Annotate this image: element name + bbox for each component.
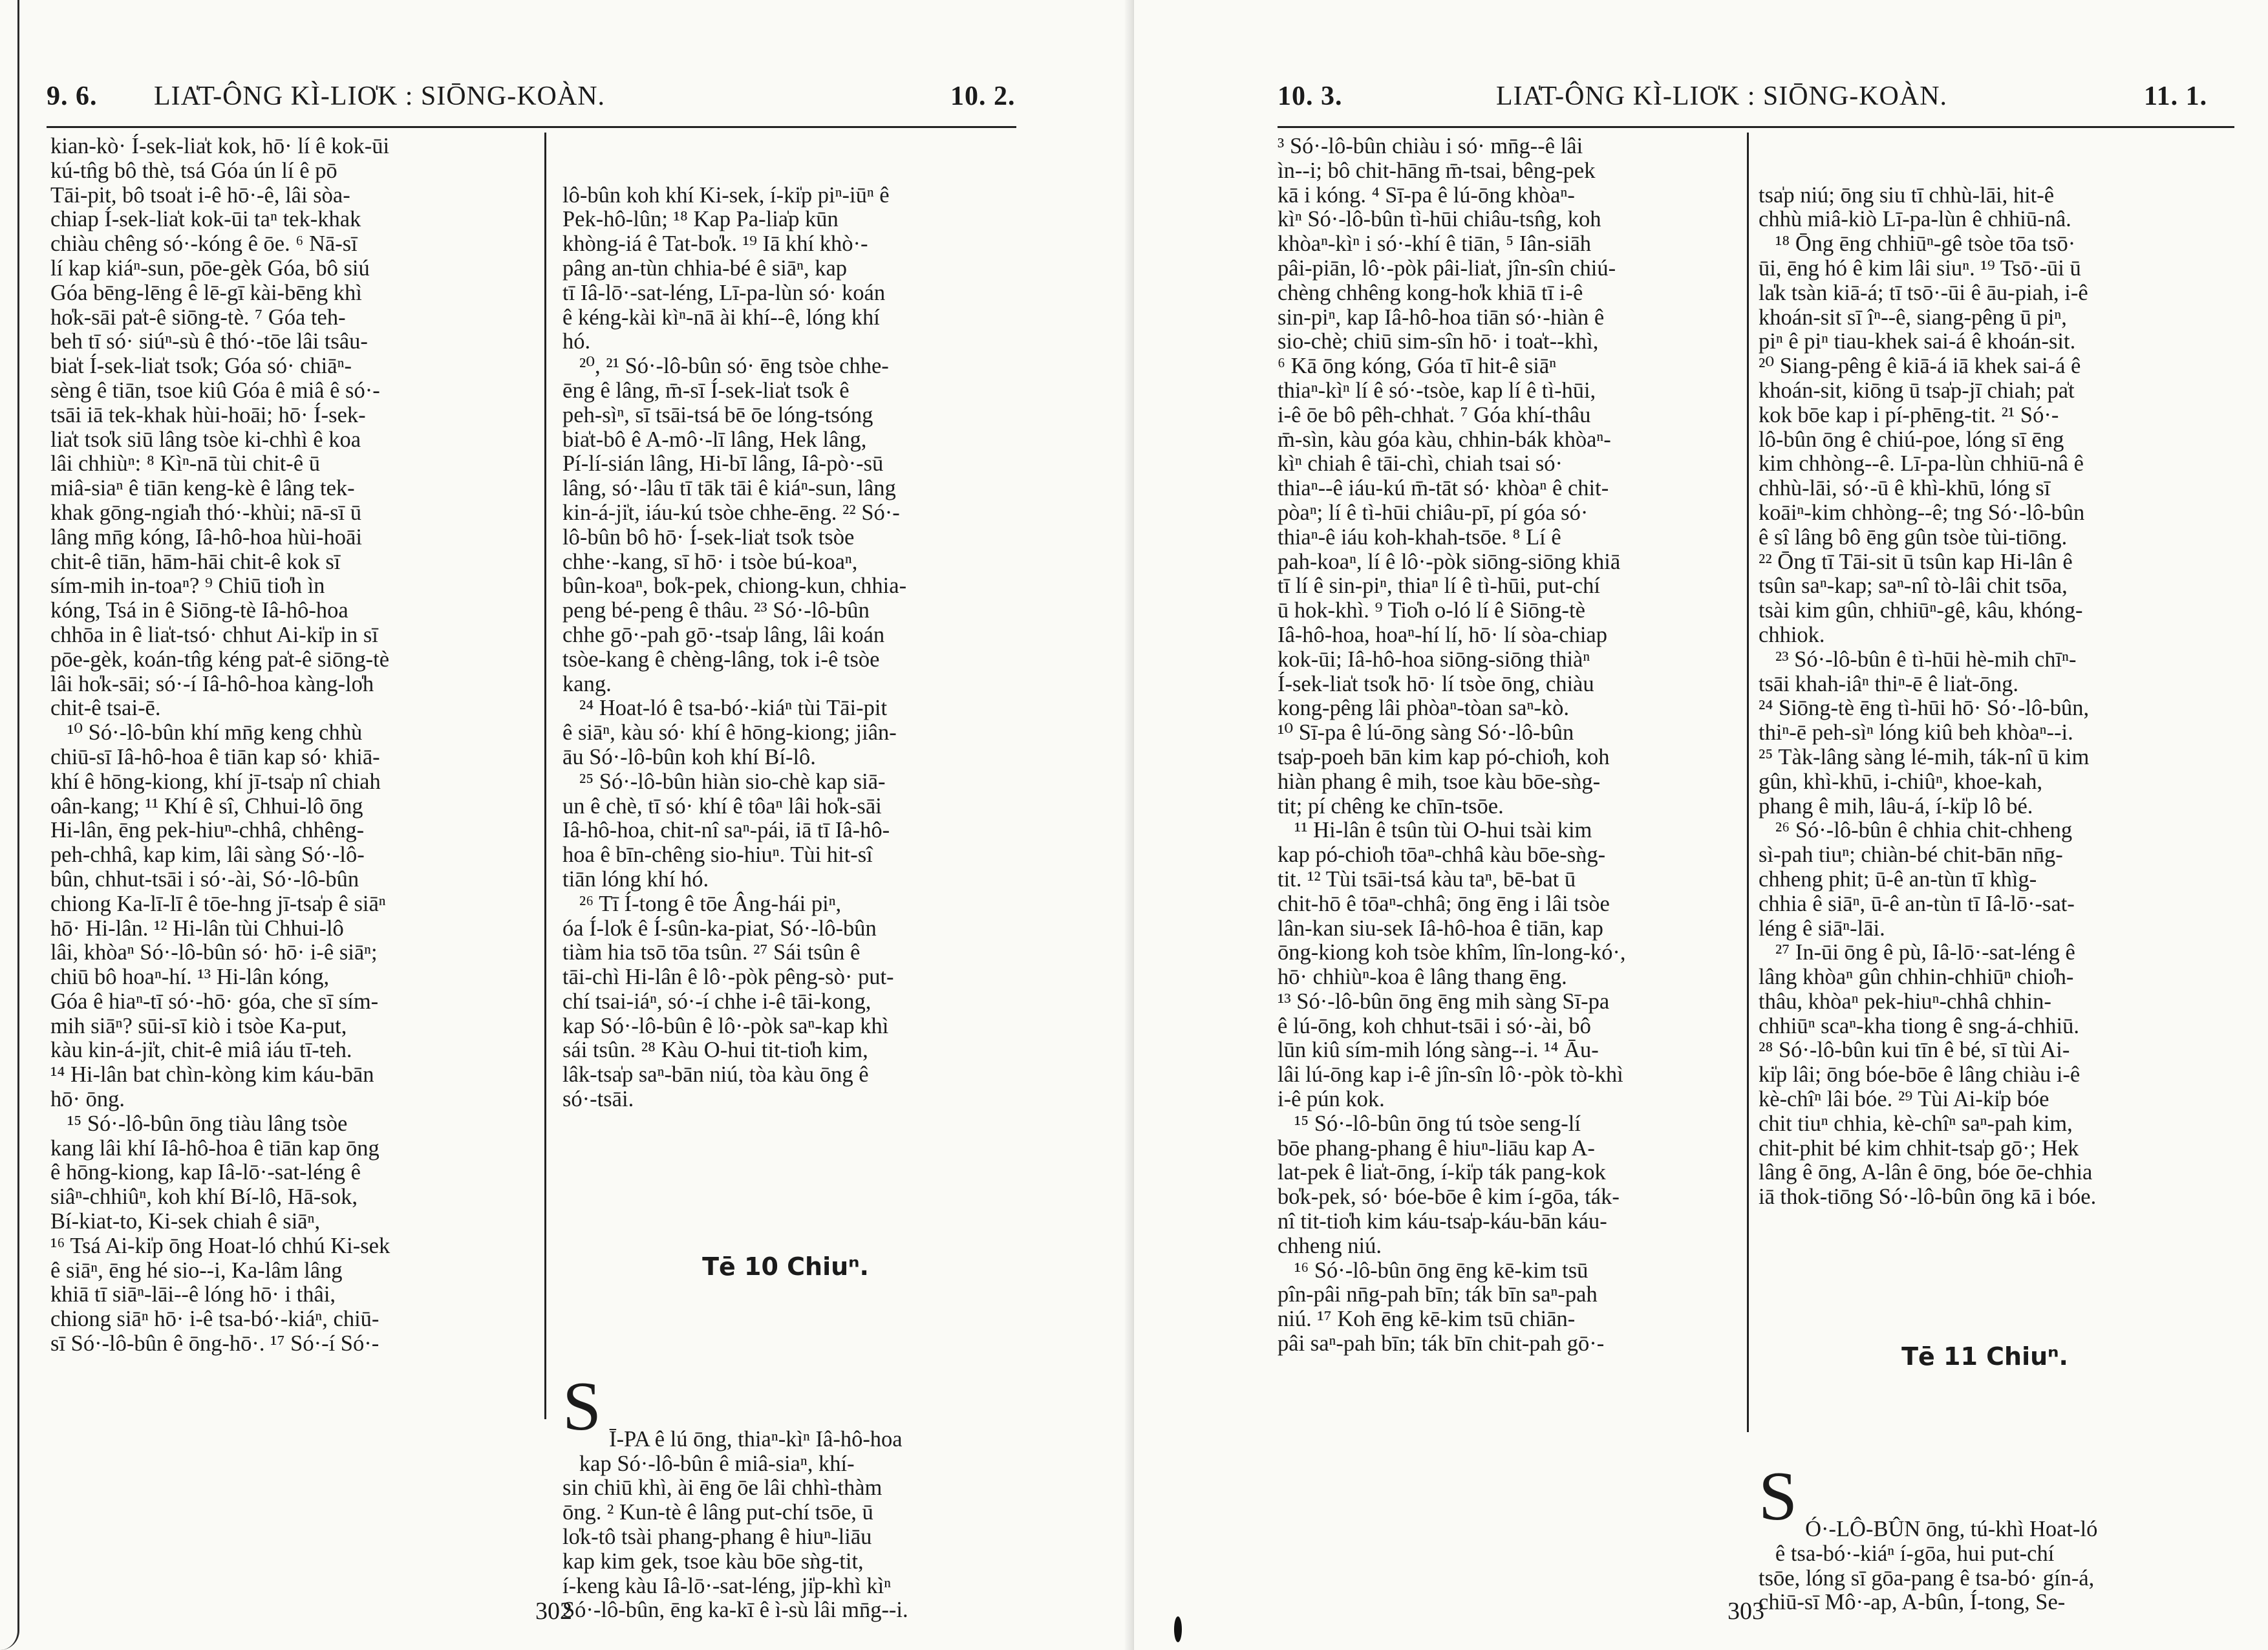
right-header-chapter-verse-end: 11. 1.: [2144, 81, 2208, 111]
left-column-1: kian-kò· Í-sek-lia̍t kok, hō· lí ê kok-ūi kú-tn̂g bô thè, tsá Góa ún lí ê pō Tāi-pit, bô tsoa̍t i-ê hō·-ê, lâi sòa- chiap Í-sek-lia̍t kok-ūi taⁿ tek-khak chiàu chêng só·-kóng ê ōe. ⁶ Nā-sī lí kap kiáⁿ-sun, pōe-gèk Góa, bô siú Góa bēng-lēng ê lē-gī kài-bēng khì ho̍k-sāi pa̍t-ê siōng-tè. ⁷ Góa teh- beh tī só· siúⁿ-sù ê thó·-tōe lâi tsâu- bia̍t Í-sek-lia̍t tso̍k; Góa só· chiāⁿ- sèng ê tiān, tsoe kiû Góa ê miâ ê só·- tsāi iā tek-khak hùi-hoāi; hō· Í-sek- lia̍t tso̍k siū lâng tsòe ki-chhì ê koa lâi chhiùⁿ: ⁸ Kìⁿ-nā tùi chit-ê ū miâ-siaⁿ ê tiān keng-kè ê lâng tek- khak gōng-ngia̍h thó·-khùi; nā-sī ū lâng mn̄g kóng, Iâ-hô-hoa hùi-hoāi chit-ê tiān, hām-hāi chit-ê kok sī sím-mih in-toaⁿ? ⁹ Chiū tio̍h ìn kóng, Tsá in ê Siōng-tè Iâ-hô-hoa chhōa in ê lia̍t-tsó· chhut Ai-ki̍p in sī pōe-gèk, koán-tn̂g kéng pa̍t-ê siōng-tè lâi ho̍k-sāi; só·-í Iâ-hô-hoa kàng-lo̍h chit-ê tsai-ē. ¹⁰ Só·-lô-bûn khí mn̄g keng chhù chiū-sī Iâ-hô-hoa ê tiān kap só· khiā- khí ê hōng-kiong, khí jī-tsa̍p nî chiah oân-kang; ¹¹ Khí ê sî, Chhui-lô ōng Hi-lân, ēng pek-hiuⁿ-chhâ, chhêng- peh-chhâ, kap kim, lâi sàng Só·-lô- bûn, chhut-tsāi i só·-ài, Só·-lô-bûn chiong Ka-lī-lī ê tōe-hng jī-tsa̍p ê siāⁿ hō· Hi-lân. ¹² Hi-lân tùi Chhui-lô lâi, khòaⁿ Só·-lô-bûn só· hō· i-ê siāⁿ; chiū bô hoaⁿ-hí. ¹³ Hi-lân kóng, Góa ê hiaⁿ-tī só·-hō· góa, che sī sím- mih siāⁿ? sūi-sī kiò i tsòe Ka-put, kàu kin-á-ji̍t, chit-ê miâ iáu tī-teh. ¹⁴ Hi-lân bat chìn-kòng kim káu-bān hō· ōng. ¹⁵ Só·-lô-bûn ōng tiàu lâng tsòe kang lâi khí Iâ-hô-hoa ê tiān kap ōng ê hōng-kiong, kap Iâ-lō·-sat-léng ê siâⁿ-chhiûⁿ, koh khí Bí-lô, Hā-sok, Bí-kiat-to, Ki-sek chiah ê siāⁿ, ¹⁶ Tsá Ai-ki̍p ōng Hoat-ló chhú Ki-sek ê siāⁿ, ēng hé sio--i, Ka-lâm lâng khiā tī siāⁿ-lāi--ê lóng hō· i thâi, chiong siāⁿ hō· i-ê tsa-bó·-kiáⁿ, chiū- sī Só·-lô-bûn ê ōng-hō·. ¹⁷ Só·-í Só·-: [50, 134, 390, 1356]
right-column-2-text-lower: Ó·-LÔ-BÛN ōng, tú-khì Hoat-ló ê tsa-bó·-kiáⁿ í-gōa, hui put-chí tsōe, lóng sī gōa-pang ê tsa-bó· gín-á, chiū-sī Mô·-ap, A-bûn, Í-tong, Se-: [1759, 1517, 2098, 1615]
spacer: [1759, 1259, 2211, 1296]
left-header-chapter-verse-end: 10. 2.: [950, 81, 1016, 111]
spacer: [1759, 1419, 2211, 1444]
left-column-divider: [544, 133, 546, 1419]
spacer: [562, 1328, 1009, 1354]
chapter-10-heading: Tē 10 Chiuⁿ.: [702, 1252, 869, 1281]
left-running-header: [0, 81, 1134, 113]
ink-smudge: [1174, 1616, 1182, 1642]
right-running-header: [1134, 81, 2268, 113]
right-page: [1134, 0, 2268, 1650]
page-edge-curve: [0, 0, 19, 1650]
chapter-10-dropcap: S: [562, 1368, 602, 1446]
left-header-chapter-verse-start: 9. 6.: [47, 81, 98, 111]
chapter-11-dropcap: S: [1759, 1458, 1798, 1536]
right-header-chapter-verse-start: 10. 3.: [1278, 81, 1343, 111]
right-column-1: ³ Só·-lô-bûn chiàu i só· mn̄g--ê lâi ìn--i; bô chit-hāng m̄-tsai, bêng-pek kā i kóng. ⁴ Sī-pa ê lú-ōng khòaⁿ- kìⁿ Só·-lô-bûn tì-hūi chiâu-tsn̂g, koh khòaⁿ-kìⁿ i só·-khí ê tiān, ⁵ Iân-siāh pâi-piān, lô·-pòk pâi-lia̍t, jîn-sîn chiú- chèng chhêng kong-ho̍k khiā tī i-ê sin-piⁿ, kap Iâ-hô-hoa tiān só·-hiàn ê sio-chè; chiū sim-sîn hō· i toa̍t--khì, ⁶ Kā ōng kóng, Góa tī hit-ê siāⁿ thiaⁿ-kìⁿ lí ê só·-tsòe, kap lí ê tì-hūi, i-ê ōe bô pêh-chha̍t. ⁷ Góa khí-thâu m̄-sìn, kàu góa kàu, chhin-bák khòaⁿ- kìⁿ chiah ê tāi-chì, chiah tsai só· thiaⁿ--ê iáu-kú m̄-tāt só· khòaⁿ ê chit- pòaⁿ; lí ê tì-hūi chiâu-pī, pí góa só· thiaⁿ-ê iáu koh-khah-tsōe. ⁸ Lí ê pah-koaⁿ, lí ê lô·-pòk siōng-siōng khiā tī lí ê sin-piⁿ, thiaⁿ lí ê tì-hūi, put-chí ū hok-khì. ⁹ Tio̍h o-ló lí ê Siōng-tè Iâ-hô-hoa, hoaⁿ-hí lí, hō· lí sòa-chiap kok-ūi; Iâ-hô-hoa siōng-siōng thiàⁿ Í-sek-lia̍t tso̍k hō· lí tsòe ōng, chiàu kong-pêng lâi phòaⁿ-tòan saⁿ-kò. ¹⁰ Sī-pa ê lú-ōng sàng Só·-lô-bûn tsa̍p-poeh bān kim kap pó-chio̍h, koh hiàn phang ê mih, tsoe kàu bōe-sǹg- tit; pí chêng ke chīn-tsōe. ¹¹ Hi-lân ê tsûn tùi O-hui tsài kim kap pó-chio̍h tōaⁿ-chhâ kàu bōe-sǹg- tit. ¹² Tùi tsāi-tsá kàu taⁿ, bē-bat ū chit-hō ê tōaⁿ-chhâ; ōng ēng i lâi tsòe lân-kan siu-sek Iâ-hô-hoa ê tiān, kap ōng-kiong koh tsòe khîm, lîn-long-kó·, hō· chhiùⁿ-koa ê lâng thang ēng. ¹³ Só·-lô-bûn ōng ēng mih sàng Sī-pa ê lú-ōng, koh chhut-tsāi i só·-ài, bô lūn kiû sím-mih lóng sàng--i. ¹⁴ Āu- lâi lú-ōng kap i-ê jîn-sîn lô·-pòk tò-khì i-ê pún kok. ¹⁵ Só·-lô-bûn ōng tú tsòe seng-lí bōe phang-phang ê hiuⁿ-liāu kap A- lat-pek ê lia̍t-ōng, í-ki̍p ták pang-kok bo̍k-pek, só· bóe-bōe ê kim í-gōa, ták- nî tit-tio̍h kim káu-tsa̍p-káu-bān káu- chheng niú. ¹⁶ Só·-lô-bûn ōng ēng kē-kim tsū pîn-pâi nn̄g-pah bīn; ták bīn saⁿ-pah niú. ¹⁷ Koh ēng kē-kim tsū chiān- pâi saⁿ-pah bīn; ták bīn chit-pah gō·-: [1278, 134, 1626, 1356]
left-column-2: [562, 134, 1009, 1650]
left-column-2-text-lower: Ī-PA ê lú ōng, thiaⁿ-kìⁿ Iâ-hô-hoa kap Só·-lô-bûn ê miâ-siaⁿ, khí- sin chiū khì, ài ēng ōe lâi chhì-thàm ōng. ² Kun-tè ê lâng put-chí tsōe, ū lo̍k-tô tsài phang-phang ê hiuⁿ-liāu kap kim gek, tsoe kàu bōe sǹg-tit, í-keng kàu Iâ-lō·-sat-léng, ji̍p-khì kìⁿ Só·-lô-bûn, ēng ka-kī ê ì-sù lâi mn̄g--i.: [562, 1426, 908, 1623]
right-header-rule: [1278, 126, 2234, 128]
left-header-rule: [47, 126, 1016, 128]
left-column-2-text-upper: lô-bûn koh khí Ki-sek, í-ki̍p piⁿ-iūⁿ ê Pek-hô-lûn; ¹⁸ Kap Pa-lia̍p kūn khòng-iá ê Tat-bo̍k. ¹⁹ Iā khí khò·- pâng an-tùn chhia-bé ê siāⁿ, kap tī Iâ-lō·-sat-léng, Lī-pa-lùn só· koán ê kéng-kài kìⁿ-nā ài khí--ê, lóng khí hó. ²⁰, ²¹ Só·-lô-bûn só· ēng tsòe chhe- ēng ê lâng, m̄-sī Í-sek-lia̍t tso̍k ê peh-sìⁿ, sī tsāi-tsá bē ōe lóng-tsóng bia̍t-bô ê A-mô·-lī lâng, Hek lâng, Pí-lí-sián lâng, Hi-bī lâng, Iâ-pò·-sū lâng, só·-lâu tī tāk tāi ê kiáⁿ-sun, lâng kin-á-ji̍t, iáu-kú tsòe chhe-ēng. ²² Só·- lô-bûn bô hō· Í-sek-lia̍t tso̍k tsòe chhe·-kang, sī hō· i tsòe bú-koaⁿ, bûn-koaⁿ, bo̍k-pek, chiong-kun, chhia- peng bé-peng ê thâu. ²³ Só·-lô-bûn chhe gō·-pah gō·-tsa̍p lâng, lâi koán tsòe-kang ê chèng-lâng, tok i-ê tsòe kang. ²⁴ Hoat-ló ê tsa-bó·-kiáⁿ tùi Tāi-pit ê siāⁿ, kàu só· khí ê hōng-kiong; jiân- āu Só·-lô-bûn koh khí Bí-lô. ²⁵ Só·-lô-bûn hiàn sio-chè kap siā- un ê chè, tī só· khí ê tôaⁿ lâi ho̍k-sāi Iâ-hô-hoa, chit-nî saⁿ-pái, iā tī Iâ-hô- hoa ê bīn-chêng sio-hiuⁿ. Tùi hit-sî tiān lóng khí hó. ²⁶ Tī Í-tong ê tōe Âng-hái piⁿ, óa Í-lo̍k ê Í-sûn-ka-piat, Só·-lô-bûn tiàm hia tsō tōa tsûn. ²⁷ Sái tsûn ê tāi-chì Hi-lân ê lô·-pòk pêng-sò· put- chí tsai-iáⁿ, só·-í chhe i-ê tāi-kong, kap Só·-lô-bûn ê lô·-pòk saⁿ-kap khì sái tsûn. ²⁸ Kàu O-hui tit-tio̍h kim, lâk-tsa̍p saⁿ-bān niú, tòa kàu ōng ê só·-tsāi.: [562, 182, 907, 1112]
right-column-divider: [1747, 133, 1749, 1432]
right-header-title: LIA̍T-ÔNG KÌ-LIO̍K : SIŌNG-KOÀN.: [1496, 81, 1948, 111]
spacer: [562, 1161, 1009, 1206]
left-page-number: 302: [535, 1598, 572, 1625]
chapter-11-heading: Tē 11 Chiuⁿ.: [1901, 1342, 2068, 1371]
right-page-number: 303: [1728, 1598, 1764, 1625]
right-column-2-text-upper: tsa̍p niú; ōng siu tī chhù-lāi, hit-ê chhù miâ-kiò Lī-pa-lùn ê chhiū-nâ. ¹⁸ Ōng ēng chhiūⁿ-gê tsòe tōa tsō· ūi, ēng hó ê kim lâi siuⁿ. ¹⁹ Tsō·-ūi ū la̍k tsàn kiā-á; tī tsō·-ūi ê āu-piah, i-ê khoán-sit sī îⁿ--ê, siang-pêng ū piⁿ, piⁿ ê piⁿ tiau-khek sai-á ê khoán-sit. ²⁰ Siang-pêng ê kiā-á iā khek sai-á ê khoán-sit, kiōng ū tsa̍p-jī chiah; pa̍t kok bōe kap i pí-phēng-tit. ²¹ Só·- lô-bûn ōng ê chiú-poe, lóng sī ēng kim chhòng--ê. Lī-pa-lùn chhiū-nâ ê chhù-lāi, só·-ū ê khì-khū, lóng sī koāiⁿ-kim chhòng--ê; tng Só·-lô-bûn ê sî lâng bô ēng gûn tsòe tùi-tiōng. ²² Ōng tī Tāi-sit ū tsûn kap Hi-lân ê tsûn saⁿ-kap; saⁿ-nî tò-lâi chit tsōa, tsài kim gûn, chhiūⁿ-gê, kâu, khóng- chhiok. ²³ Só·-lô-bûn ê tì-hūi hè-mih chīⁿ- tsāi khah-iâⁿ thiⁿ-ē ê lia̍t-ōng. ²⁴ Siōng-tè ēng tì-hūi hō· Só·-lô-bûn, thiⁿ-ē peh-sìⁿ lóng kiû beh khòaⁿ--i. ²⁵ Tàk-lâng sàng lé-mih, ták-nî ū kim gûn, khì-khū, i-chiûⁿ, khoe-kah, phang ê mih, lâu-á, í-ki̍p lô bé. ²⁶ Só·-lô-bûn ê chhia chit-chheng sì-pah tiuⁿ; chiàn-bé chit-bān nn̄g- chheng phit; ū-ê an-tùn tī khìg- chhia ê siāⁿ, ū-ê an-tùn tī Iâ-lō·-sat- léng ê siāⁿ-lāi. ²⁷ In-ūi ōng ê pù, Iâ-lō·-sat-léng ê lâng khòaⁿ gûn chhin-chhiūⁿ chio̍h- thâu, khòaⁿ pek-hiuⁿ-chhâ chhin- chhiūⁿ scaⁿ-kha tiong ê sng-á-chhiū. ²⁸ Só·-lô-bûn kui tīn ê bé, sī tùi Ai- ki̍p lâi; ōng bóe-bōe ê lâng chiàu i-ê kè-chîⁿ lâi bóe. ²⁹ Tùi Ai-ki̍p bóe chit tiuⁿ chhia, kè-chîⁿ saⁿ-pah kim, chit-phit bé kim chhit-tsa̍p gō·; Hek lâng ê ōng, A-lân ê ōng, bóe ōe-chhia iā thok-tiōng Só·-lô-bûn ōng kā i bóe.: [1759, 182, 2097, 1210]
right-column-2: [1759, 134, 2211, 1650]
left-header-title: LIA̍T-ÔNG KÌ-LIO̍K : SIŌNG-KOÀN.: [154, 81, 606, 111]
